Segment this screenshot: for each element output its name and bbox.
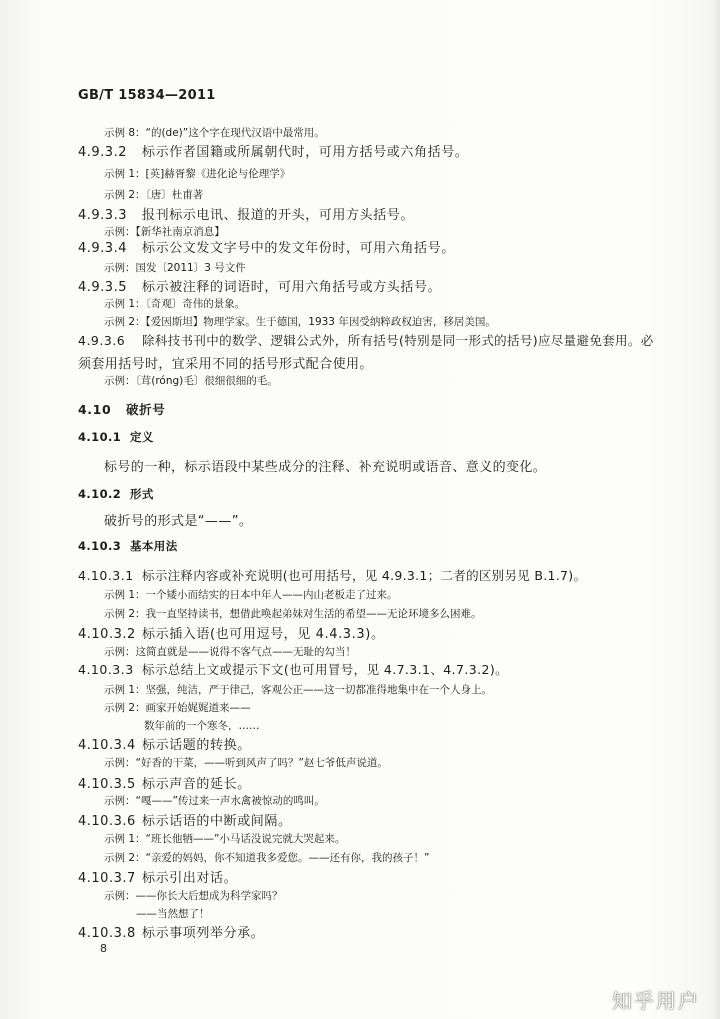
clause-text: 标示公文发文字号中的发文年份时，可用六角括号。	[142, 241, 455, 256]
example-line: 示例：这简直就是——说得不客气点——无耻的勾当！	[104, 646, 356, 658]
standard-number: GB/T 15834—2011	[78, 88, 216, 103]
clause-number: 4.10.3.8	[78, 926, 136, 941]
watermark: 知乎用户	[612, 989, 700, 1013]
clause-text: 标示作者国籍或所属朝代时，可用方括号或六角括号。	[142, 145, 469, 160]
clause-4-9-3-5	[78, 276, 441, 295]
section-title: 破折号	[126, 402, 166, 417]
clause-number: 4.10.3.2	[78, 627, 136, 642]
example-line: 示例 1：〔奇观〕奇伟的景象。	[104, 298, 246, 310]
clause-4-10-3-2	[78, 623, 385, 642]
clause-4-10-3-5	[78, 773, 251, 792]
clause-number: 4.9.3.5	[78, 280, 127, 295]
example-line: 示例 8：“的(de)”这个字在现代汉语中最常用。	[104, 127, 325, 139]
example-line: 示例 2：〔唐〕杜甫著	[104, 189, 204, 201]
example-line: 示例 2：【爱因斯坦】物理学家。生于德国，1933 年因受纳粹政权迫害，移居美国。	[104, 316, 496, 328]
clause-text: 标示声音的延长。	[142, 777, 251, 792]
clause-number: 4.9.3.2	[78, 145, 127, 160]
clause-text: 标示注释内容或补充说明(也可用括号，见 4.9.3.1；二者的区别另见 B.1.7)。	[142, 568, 587, 583]
section-title: 基本用法	[130, 539, 178, 553]
clause-text: 除科技书刊中的数学、逻辑公式外，所有括号(特别是同一形式的括号)应尽量避免套用。必	[142, 333, 654, 348]
clause-number: 4.10.3.1	[78, 568, 134, 583]
clause-4-10-3-8	[78, 922, 264, 941]
example-line: 示例：国发〔2011〕3 号文件	[104, 262, 246, 274]
example-line: 示例：“嘎——”传过来一声水禽被惊动的鸣叫。	[104, 795, 325, 807]
clause-text: 标示事项列举分承。	[142, 926, 265, 941]
clause-text: 标示插入语(也可用逗号，见 4.4.3.3)。	[142, 627, 385, 642]
clause-number: 4.10.3.3	[78, 662, 134, 677]
clause-number: 4.9.3.3	[78, 208, 127, 223]
body-text: 须套用括号时，宜采用不同的括号形式配合使用。	[78, 357, 373, 372]
section-title: 形式	[130, 487, 154, 501]
example-line: 示例 1：“班长他牺——”小马话没说完就大哭起来。	[104, 833, 346, 845]
example-line: ——当然想了！	[136, 908, 210, 920]
clause-number: 4.10.3.7	[78, 871, 136, 886]
page-edge-shadow	[712, 0, 720, 1019]
example-line: 示例 1：坚强，纯洁，严于律己，客观公正——这一切都准得地集中在一个人身上。	[104, 684, 493, 696]
example-line: 示例：“好香的干菜，——听到风声了吗？”赵七爷低声说道。	[104, 757, 388, 769]
clause-number: 4.9.3.4	[78, 241, 127, 256]
section-heading-4-10	[78, 400, 165, 418]
section-number: 4.10.1	[78, 430, 122, 444]
clause-4-9-3-2	[78, 141, 468, 160]
clause-4-10-3-6	[78, 810, 292, 829]
clause-text: 标示引出对话。	[142, 871, 238, 886]
section-number: 4.10.3	[78, 539, 122, 553]
clause-4-9-3-6	[78, 331, 654, 349]
clause-number: 4.10.3.4	[78, 738, 136, 753]
example-line: 数年前的一个寒冬，……	[144, 720, 260, 732]
example-line: 示例 2：“亲爱的妈妈，你不知道我多爱您。——还有你，我的孩子！”	[104, 852, 430, 864]
clause-4-9-3-4	[78, 237, 455, 256]
example-line: 示例：【新华社南京消息】	[104, 226, 225, 238]
clause-text: 标示话语的中断或间隔。	[142, 814, 292, 829]
body-text: 标号的一种，标示语段中某些成分的注释、补充说明或语音、意义的变化。	[104, 460, 547, 475]
clause-number: 4.9.3.6	[78, 333, 126, 348]
clause-text: 标示话题的转换。	[142, 738, 251, 753]
clause-4-9-3-3	[78, 204, 414, 223]
clause-4-10-3-3	[78, 660, 508, 678]
example-line: 示例：——你长大后想成为科学家吗？	[104, 890, 283, 902]
page-number: 8	[100, 942, 107, 955]
example-line: 示例 2：我一直坚持读书，想借此唤起弟妹对生活的希望——无论环境多么困难。	[104, 608, 482, 620]
example-line: 示例 2：画家开始娓娓道来——	[104, 702, 251, 714]
section-heading-4-10-3	[78, 538, 178, 554]
example-line: 示例 1：一个矮小而结实的日本中年人——内山老板走了过来。	[104, 589, 398, 601]
section-number: 4.10	[78, 402, 112, 417]
section-heading-4-10-2	[78, 486, 154, 502]
clause-number: 4.10.3.5	[78, 777, 136, 792]
example-line: 示例 1：[英]赫胥黎《进化论与伦理学》	[104, 168, 291, 180]
example-line: 示例：〔茸(róng)毛〕很细很细的毛。	[104, 375, 278, 387]
section-heading-4-10-1	[78, 429, 154, 445]
clause-4-10-3-1	[78, 566, 586, 584]
section-title: 定义	[130, 430, 154, 444]
section-number: 4.10.2	[78, 487, 122, 501]
clause-4-10-3-4	[78, 734, 251, 753]
clause-number: 4.10.3.6	[78, 814, 136, 829]
clause-text: 标示被注释的词语时，可用六角括号或方头括号。	[142, 280, 442, 295]
body-text: 破折号的形式是“——”。	[104, 514, 253, 529]
clause-4-10-3-7	[78, 867, 237, 886]
clause-text: 报刊标示电讯、报道的开头，可用方头括号。	[142, 208, 415, 223]
clause-text: 标示总结上文或提示下文(也可用冒号，见 4.7.3.1、4.7.3.2)。	[142, 662, 508, 677]
